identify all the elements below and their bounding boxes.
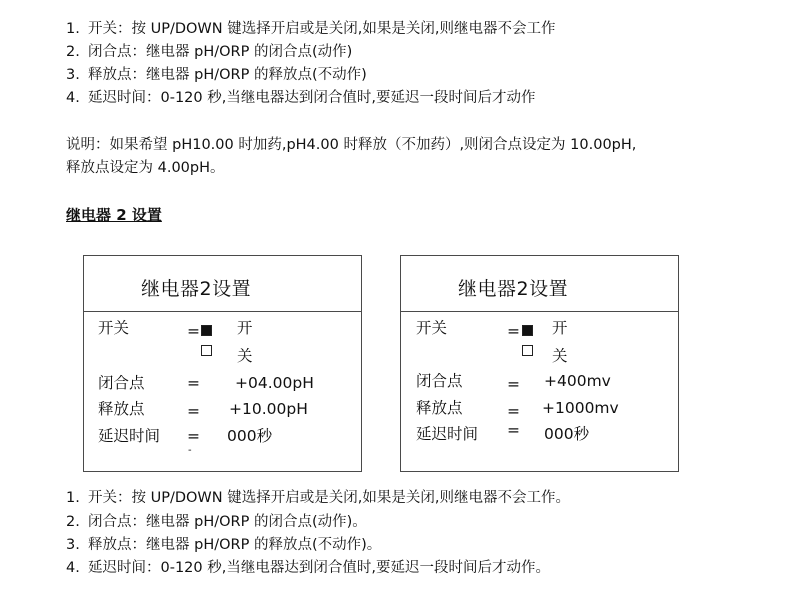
- delay-time-value: 000秒: [227, 427, 273, 445]
- switch-on-label: 开: [237, 319, 253, 337]
- item-number: 4.: [66, 560, 80, 576]
- bottom-list-item-2: [66, 512, 367, 532]
- bottom-list-item-3: [66, 535, 381, 555]
- close-point-label: 闭合点: [416, 372, 463, 390]
- switch-off-label: 关: [552, 347, 568, 365]
- bottom-list-item-1: [66, 488, 570, 508]
- top-list-item-2: [66, 42, 352, 62]
- item-text: 延迟时间：0-120 秒,当继电器达到闭合值时,要延迟一段时间后才动作: [88, 90, 536, 106]
- checked-box-icon: [522, 325, 533, 336]
- panel-title: 继电器2设置: [458, 278, 569, 300]
- bottom-list-item-4: [66, 558, 550, 578]
- relay-settings-panel-ph: [83, 255, 362, 472]
- close-point-value: +04.00pH: [235, 374, 314, 392]
- item-number: 1.: [66, 21, 80, 37]
- switch-on-checkbox: [201, 320, 212, 340]
- item-text: 闭合点：继电器 pH/ORP 的闭合点(动作): [88, 44, 353, 60]
- delay-time-value: 000秒: [544, 425, 590, 443]
- panel-title: 继电器2设置: [141, 278, 252, 300]
- top-list-item-4: [66, 88, 535, 108]
- panel-divider: [401, 311, 678, 312]
- switch-on-checkbox: [522, 320, 533, 340]
- item-number: 2.: [66, 514, 80, 530]
- section-title: 继电器 2 设置: [66, 206, 162, 224]
- top-list-item-1: [66, 19, 555, 39]
- note-line-2: 释放点设定为 4.00pH。: [66, 160, 225, 176]
- item-number: 1.: [66, 490, 80, 506]
- item-number: 2.: [66, 44, 80, 60]
- switch-off-label: 关: [237, 347, 253, 365]
- item-text: 开关：按 UP/DOWN 键选择开启或是关闭,如果是关闭,则继电器不会工作: [88, 21, 556, 37]
- switch-eq: =: [187, 322, 200, 340]
- close-point-eq: =: [187, 374, 200, 392]
- close-point-label: 闭合点: [98, 374, 145, 392]
- tick-mark: -: [188, 445, 192, 456]
- unchecked-box-icon: [201, 345, 212, 356]
- item-text: 闭合点：继电器 pH/ORP 的闭合点(动作)。: [88, 514, 367, 530]
- switch-off-checkbox: [522, 340, 533, 360]
- top-list-item-3: [66, 65, 367, 85]
- item-number: 3.: [66, 67, 80, 83]
- delay-time-label: 延迟时间: [98, 427, 161, 445]
- release-point-eq: =: [507, 402, 520, 420]
- delay-time-label: 延迟时间: [416, 425, 479, 443]
- unchecked-box-icon: [522, 345, 533, 356]
- delay-time-eq: =: [507, 421, 520, 439]
- note-line-1: 说明：如果希望 pH10.00 时加药,pH4.00 时释放（不加药）,则闭合点设定为 10.00pH,: [66, 137, 637, 153]
- item-text: 开关：按 UP/DOWN 键选择开启或是关闭,如果是关闭,则继电器不会工作。: [88, 490, 570, 506]
- item-text: 释放点：继电器 pH/ORP 的释放点(不动作): [88, 67, 367, 83]
- close-point-eq: =: [507, 375, 520, 393]
- switch-label: 开关: [416, 319, 448, 337]
- item-text: 释放点：继电器 pH/ORP 的释放点(不动作)。: [88, 537, 382, 553]
- relay-settings-panel-orp: [400, 255, 679, 472]
- panel-divider: [84, 311, 361, 312]
- item-number: 4.: [66, 90, 80, 106]
- release-point-value: +10.00pH: [229, 400, 308, 418]
- release-point-eq: =: [187, 402, 200, 420]
- release-point-label: 释放点: [416, 399, 463, 417]
- release-point-label: 释放点: [98, 400, 145, 418]
- switch-label: 开关: [98, 319, 130, 337]
- delay-time-eq: =: [187, 427, 200, 445]
- switch-eq: =: [507, 322, 520, 340]
- switch-on-label: 开: [552, 319, 568, 337]
- checked-box-icon: [201, 325, 212, 336]
- item-number: 3.: [66, 537, 80, 553]
- close-point-value: +400mv: [544, 372, 611, 390]
- item-text: 延迟时间：0-120 秒,当继电器达到闭合值时,要延迟一段时间后才动作。: [88, 560, 550, 576]
- switch-off-checkbox: [201, 340, 212, 360]
- release-point-value: +1000mv: [542, 399, 619, 417]
